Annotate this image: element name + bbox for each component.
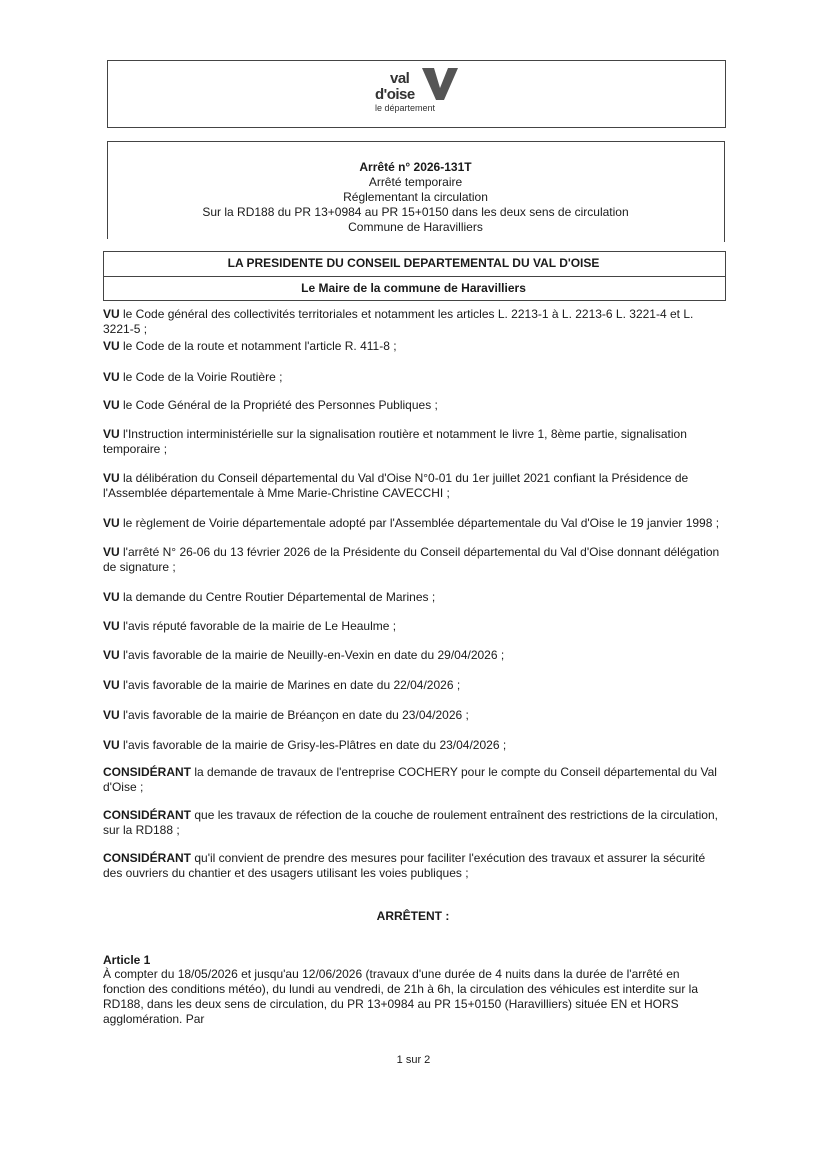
considerant-item bbox=[103, 765, 723, 795]
val-doise-v-logo-icon bbox=[420, 66, 460, 102]
visa-text: la demande du Centre Routier Départemental de Marines ; bbox=[119, 590, 436, 604]
visa-lead: VU bbox=[103, 516, 120, 530]
considerant-text: la demande de travaux de l'entreprise COCHERY pour le compte du Conseil départemental du Val d'Oise ; bbox=[103, 765, 717, 794]
visa-lead: VU bbox=[103, 678, 120, 692]
arretent-heading: ARRÊTENT : bbox=[376, 909, 450, 923]
arrete-commune: Commune de Haravilliers bbox=[348, 220, 483, 234]
visa-text: le règlement de Voirie départementale adopté par l'Assemblée départementale du Val d'Oise le 19 janvier 1998 ; bbox=[119, 516, 720, 530]
considerant-item bbox=[103, 851, 723, 881]
logo-text-doise: d'oise bbox=[375, 86, 415, 103]
considerant-lead: CONSIDÉRANT bbox=[103, 851, 192, 865]
logo-text-val: val bbox=[390, 70, 410, 87]
article-1-body: À compter du 18/05/2026 et jusqu'au 12/06/2026 (travaux d'une durée de 4 nuits dans la durée de l'arrêté en fonction des conditions météo), du lundi au vendredi, de 21h à 6h, la circulation des véhicules est interdite sur la RD188, dans les deux sens de circulation, du PR 13+0984 au PR 15+0150 (Haravilliers) située EN et HORS agglomération. Par bbox=[103, 967, 699, 1026]
visa-item bbox=[103, 678, 723, 693]
visa-text: l'Instruction interministérielle sur la signalisation routière et notamment le livre 1, 8ème partie, signalisation temporaire ; bbox=[103, 427, 687, 456]
presidente-heading: LA PRESIDENTE DU CONSEIL DEPARTEMENTAL DU VAL D'OISE bbox=[227, 256, 600, 270]
visa-item bbox=[103, 339, 723, 354]
visa-text: l'arrêté N° 26-06 du 13 février 2026 de la Présidente du Conseil départemental du Val d'Oise donnant délégation de signature ; bbox=[103, 545, 720, 574]
visa-lead: VU bbox=[103, 307, 120, 321]
visa-text: l'avis réputé favorable de la mairie de Le Heaulme ; bbox=[119, 619, 397, 633]
logo-box bbox=[107, 60, 726, 128]
visa-item bbox=[103, 590, 723, 605]
considerant-text: qu'il convient de prendre des mesures pour faciliter l'exécution des travaux et assurer la sécurité des ouvriers du chantier et des usagers utilisant les voies publiques ; bbox=[103, 851, 706, 880]
arrete-location: Sur la RD188 du PR 13+0984 au PR 15+0150 dans les deux sens de circulation bbox=[202, 205, 629, 219]
visa-item bbox=[103, 648, 723, 663]
visa-item bbox=[103, 545, 723, 575]
arrete-type: Arrêté temporaire bbox=[368, 175, 463, 189]
visa-text: le Code de la Voirie Routière ; bbox=[119, 370, 283, 384]
arrete-purpose: Réglementant la circulation bbox=[343, 190, 488, 204]
considerant-text: que les travaux de réfection de la couche de roulement entraînent des restrictions de la circulation, sur la RD188 ; bbox=[103, 808, 718, 837]
visa-lead: VU bbox=[103, 471, 120, 485]
visa-lead: VU bbox=[103, 590, 120, 604]
visa-lead: VU bbox=[103, 427, 120, 441]
visa-item bbox=[103, 427, 723, 457]
visa-lead: VU bbox=[103, 648, 120, 662]
logo-tagline: le département bbox=[375, 103, 436, 113]
visa-text: l'avis favorable de la mairie de Grisy-les-Plâtres en date du 23/04/2026 ; bbox=[119, 738, 507, 752]
visa-lead: VU bbox=[103, 545, 120, 559]
visa-text: l'avis favorable de la mairie de Bréançon en date du 23/04/2026 ; bbox=[119, 708, 469, 722]
visa-item bbox=[103, 307, 723, 337]
arrete-title-block bbox=[107, 160, 724, 235]
arrete-number: Arrêté n° 2026-131T bbox=[359, 160, 472, 174]
visa-text: l'avis favorable de la mairie de Neuilly-en-Vexin en date du 29/04/2026 ; bbox=[119, 648, 505, 662]
visa-text: le Code Général de la Propriété des Personnes Publiques ; bbox=[119, 398, 438, 412]
visa-item bbox=[103, 708, 723, 723]
visa-lead: VU bbox=[103, 339, 120, 353]
visa-item bbox=[103, 619, 723, 634]
visa-text: le Code de la route et notamment l'article R. 411-8 ; bbox=[119, 339, 397, 353]
page-number: 1 sur 2 bbox=[396, 1054, 431, 1066]
visa-text: le Code général des collectivités territoriales et notamment les articles L. 2213-1 à L. 2213-6 L. 3221-4 et L. 3221-5 ; bbox=[103, 307, 694, 336]
visa-item bbox=[103, 398, 723, 413]
visa-lead: VU bbox=[103, 619, 120, 633]
visa-lead: VU bbox=[103, 738, 120, 752]
visa-lead: VU bbox=[103, 370, 120, 384]
visa-text: l'avis favorable de la mairie de Marines en date du 22/04/2026 ; bbox=[119, 678, 461, 692]
visa-lead: VU bbox=[103, 708, 120, 722]
visa-text: la délibération du Conseil départemental du Val d'Oise N°0-01 du 1er juillet 2021 confiant la Présidence de l'Assemblée départementale à Mme Marie-Christine CAVECCHI ; bbox=[103, 471, 689, 500]
visa-item bbox=[103, 738, 723, 753]
article-1-title: Article 1 bbox=[103, 953, 151, 967]
visa-lead: VU bbox=[103, 398, 120, 412]
considerant-lead: CONSIDÉRANT bbox=[103, 808, 192, 822]
visa-item bbox=[103, 471, 723, 501]
visa-item bbox=[103, 370, 723, 385]
considerant-lead: CONSIDÉRANT bbox=[103, 765, 192, 779]
maire-heading: Le Maire de la commune de Haravilliers bbox=[301, 281, 526, 295]
considerant-item bbox=[103, 808, 723, 838]
visa-item bbox=[103, 516, 723, 531]
